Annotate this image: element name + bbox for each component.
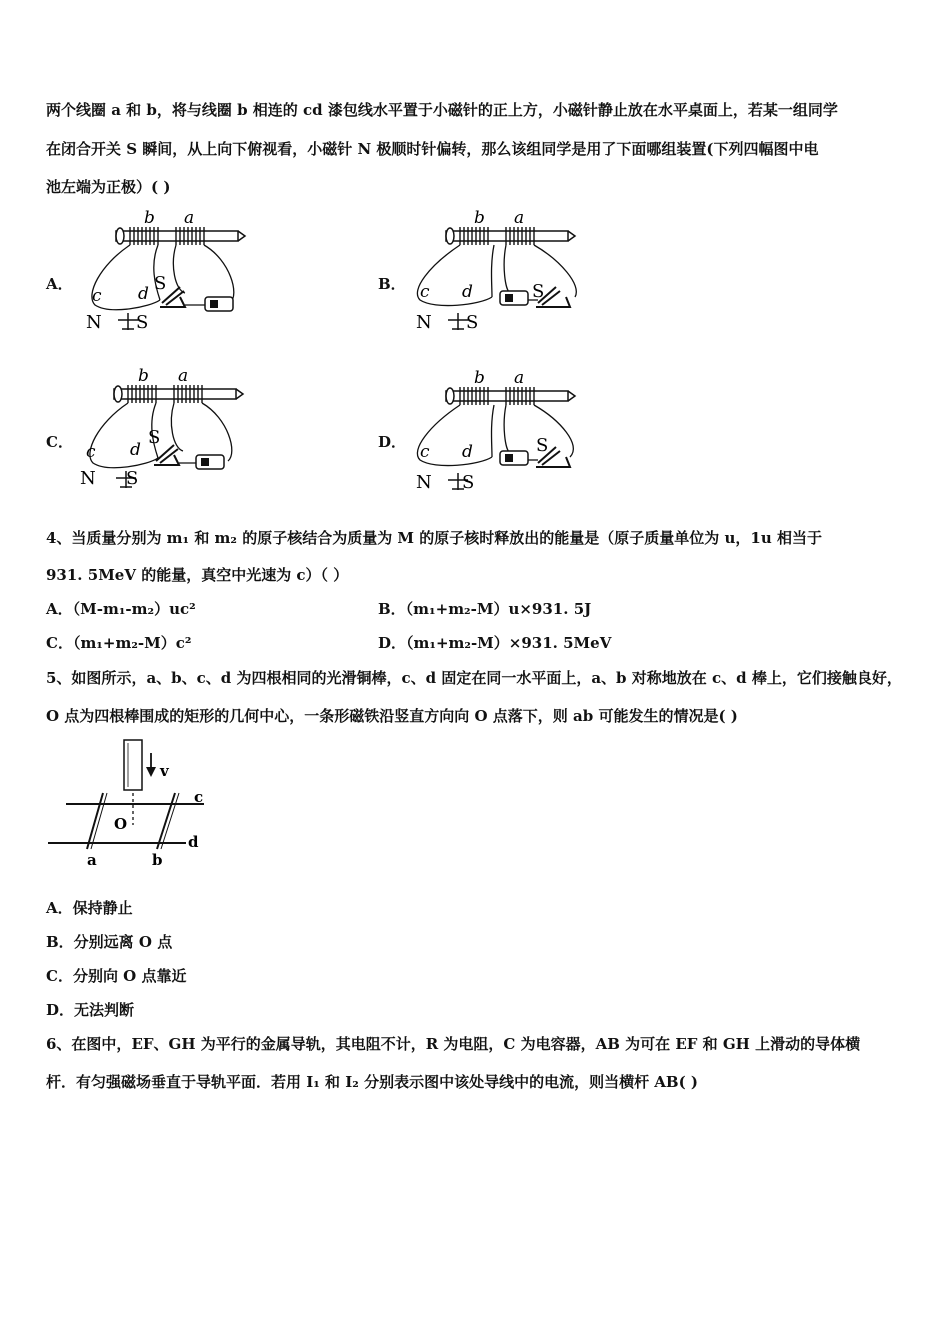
- label-switch-s: S: [154, 273, 167, 294]
- label-d: d: [462, 282, 473, 302]
- q3-option-d-label: D．: [378, 433, 407, 451]
- label-c: c: [420, 282, 430, 302]
- coil-apparatus: [90, 385, 243, 488]
- q5-stem-line-2: O 点为四根棒围成的矩形的几何中心，一条形磁铁沿竖直方向向 O 点落下，则 ab 可能发生的情况是( ): [46, 707, 738, 725]
- label-c: c: [420, 442, 430, 462]
- q3-option-c-label: C．: [46, 433, 73, 451]
- label-a: a: [184, 208, 195, 228]
- label-switch-s: S: [536, 435, 549, 456]
- label-a: a: [514, 208, 525, 228]
- label-n: N: [416, 312, 432, 333]
- q5-option-b: B．分别远离 O 点: [46, 933, 173, 951]
- q4-stem-line-1: 4、当质量分别为 m₁ 和 m₂ 的原子核结合为质量为 M 的原子核时释放出的能量是（原子质量单位为 u，1u 相当于: [46, 529, 822, 547]
- label-n: N: [416, 472, 432, 493]
- q3-figure-c: [78, 363, 253, 493]
- label-s: S: [126, 468, 139, 489]
- q4-option-a: A．（M-m₁-m₂）uc²: [46, 600, 196, 618]
- q4-stem-line-2: 931. 5MeV 的能量，真空中光速为 c）（ ）: [46, 566, 349, 584]
- label-d: d: [188, 833, 199, 851]
- label-b: b: [474, 368, 485, 388]
- coil-apparatus: [417, 227, 576, 330]
- label-c: c: [92, 286, 102, 306]
- label-a: a: [514, 368, 525, 388]
- q5-option-c: C．分别向 O 点靠近: [46, 967, 187, 985]
- q5-figure: [44, 735, 214, 870]
- q5-option-d: D．无法判断: [46, 1001, 135, 1019]
- rod-b: [157, 793, 175, 849]
- q3-stem-line-3: 池左端为正极）( ): [46, 178, 171, 196]
- label-a: a: [87, 851, 97, 869]
- bar-magnet: [124, 740, 142, 790]
- q3-figure-d: [410, 365, 585, 495]
- coil-apparatus: [417, 387, 575, 490]
- label-b: b: [138, 366, 149, 386]
- label-v: v: [160, 762, 169, 780]
- label-b: b: [152, 851, 163, 869]
- q6-stem-line-2: 杆．有匀强磁场垂直于导轨平面．若用 I₁ 和 I₂ 分别表示图中该处导线中的电流，则当横杆 AB( ): [46, 1073, 699, 1091]
- q5-option-a: A．保持静止: [46, 899, 133, 917]
- label-switch-s: S: [148, 427, 161, 448]
- q3-figure-a: [80, 205, 255, 335]
- label-c: c: [86, 442, 96, 462]
- q3-option-b-label: B．: [378, 275, 406, 293]
- coil-apparatus: [92, 227, 245, 330]
- label-d: d: [462, 442, 473, 462]
- label-d: d: [130, 440, 141, 460]
- label-b: b: [144, 208, 155, 228]
- q3-stem-line-2: 在闭合开关 S 瞬间，从上向下俯视看，小磁针 N 极顺时针偏转，那么该组同学是用了下面哪组装置(下列四幅图中电: [46, 140, 819, 158]
- label-s: S: [466, 312, 479, 333]
- q4-option-c: C．（m₁+m₂-M）c²: [46, 634, 192, 652]
- rod-a: [87, 793, 103, 849]
- q6-stem-line-1: 6、在图中，EF、GH 为平行的金属导轨，其电阻不计，R 为电阻，C 为电容器，AB 为可在 EF 和 GH 上滑动的导体横: [46, 1035, 861, 1053]
- label-switch-s: S: [532, 281, 545, 302]
- label-s: S: [462, 472, 475, 493]
- q3-figure-b: [410, 205, 585, 335]
- label-a: a: [178, 366, 189, 386]
- q4-option-b: B．（m₁+m₂-M）u×931. 5J: [378, 600, 592, 618]
- q5-stem-line-1: 5、如图所示，a、b、c、d 为四根相同的光滑铜棒，c、d 固定在同一水平面上，a、b 对称地放在 c、d 棒上，它们接触良好，: [46, 669, 902, 687]
- q3-stem-line-1: 两个线圈 a 和 b，将与线圈 b 相连的 cd 漆包线水平置于小磁针的正上方，小磁针静止放在水平桌面上，若某一组同学: [46, 101, 838, 119]
- label-b: b: [474, 208, 485, 228]
- label-s: S: [136, 312, 149, 333]
- q3-option-a-label: A．: [46, 275, 73, 293]
- label-d: d: [138, 284, 149, 304]
- label-o: O: [114, 815, 128, 833]
- label-n: N: [80, 468, 96, 489]
- label-c: c: [194, 788, 204, 806]
- q4-option-d: D．（m₁+m₂-M）×931. 5MeV: [378, 634, 612, 652]
- label-n: N: [86, 312, 102, 333]
